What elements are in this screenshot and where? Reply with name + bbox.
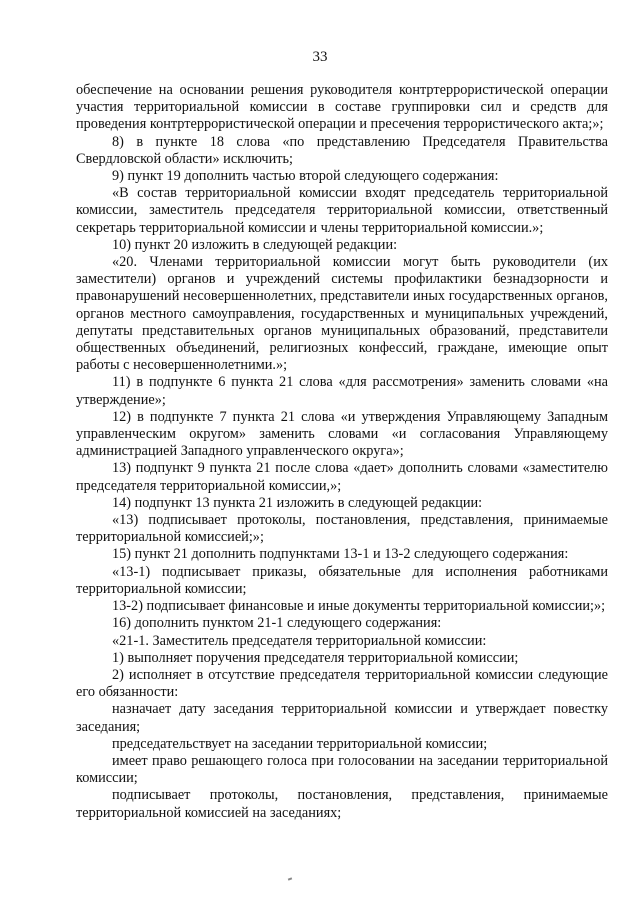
paragraph-9: 13) подпункт 9 пункта 21 после слова «дает» дополнить словами «заместителю председателя территориальной комиссии,»; <box>76 460 608 494</box>
paragraph-11: «13) подписывает протоколы, постановления, представления, принимаемые территориальной комиссией;»; <box>76 512 608 546</box>
paragraph-18: 2) исполняет в отсутствие председателя территориальной комиссии следующие его обязанности: <box>76 666 608 701</box>
paragraph-10: 14) подпункт 13 пункта 21 изложить в следующей редакции: <box>112 494 483 511</box>
paragraph-8: 12) в подпункте 7 пункта 21 слова «и утверждения Управляющему Западным управленческим округом» заменить словами «и согласования Управляющему администрацией Западного управленческого округа»; <box>76 408 608 460</box>
paragraph-20: председательствует на заседании территориальной комиссии; <box>112 735 488 752</box>
paragraph-13: «13-1) подписывает приказы, обязательные для исполнения работниками территориальной комиссии; <box>76 563 608 597</box>
paragraph-6: «20. Членами территориальной комиссии могут быть руководители (их заместители) органов и учреждений системы профилактики безнадзорности и правонарушений несовершеннолетних, представители иных государственных органов, органов местного самоуправления, государственных и муниципальных учреждений, депутаты представительных органов муниципальных образований, представители общественных объединений, религиозных конфессий, граждане, имеющие опыт работы с несовершеннолетними.»; <box>76 254 608 374</box>
paragraph-16: «21-1. Заместитель председателя территориальной комиссии: <box>112 632 487 649</box>
paragraph-22: подписывает протоколы, постановления, представления, принимаемые территориальной комиссией на заседаниях; <box>76 787 608 821</box>
paragraph-1: обеспечение на основании решения руководителя контртеррористической операции участия территориальной комиссии в составе группировки сил и средств для проведения контртеррористической операции и пресечения террористического акта;»; <box>76 82 608 133</box>
paragraph-14: 13-2) подписывает финансовые и иные документы территориальной комиссии;»; <box>112 598 606 615</box>
paragraph-12: 15) пункт 21 дополнить подпунктами 13-1 и 13-2 следующего содержания: <box>112 546 569 563</box>
page-number: 33 <box>312 49 328 65</box>
paragraph-21: имеет право решающего голоса при голосовании на заседании территориальной комиссии; <box>76 752 608 787</box>
paragraph-17: 1) выполняет поручения председателя территориальной комиссии; <box>112 649 519 666</box>
paragraph-5: 10) пункт 20 изложить в следующей редакции: <box>112 236 398 253</box>
paragraph-15: 16) дополнить пунктом 21-1 следующего содержания: <box>112 615 442 632</box>
paragraph-2: 8) в пункте 18 слова «по представлению Председателя Правительства Свердловской области» исключить; <box>76 133 608 167</box>
paragraph-19: назначает дату заседания территориальной комиссии и утверждает повестку заседания; <box>76 701 608 735</box>
paragraph-3: 9) пункт 19 дополнить частью второй следующего содержания: <box>112 168 499 185</box>
paragraph-4: «В состав территориальной комиссии входят председатель территориальной комиссии, заместитель председателя территориальной комиссии, ответственный секретарь территориальной комиссии и члены территориальной комиссии.»; <box>76 185 608 236</box>
paragraph-7: 11) в подпункте 6 пункта 21 слова «для рассмотрения» заменить словами «на утверждение»; <box>76 374 608 408</box>
scan-mark <box>288 877 292 880</box>
document-body <box>76 82 608 822</box>
